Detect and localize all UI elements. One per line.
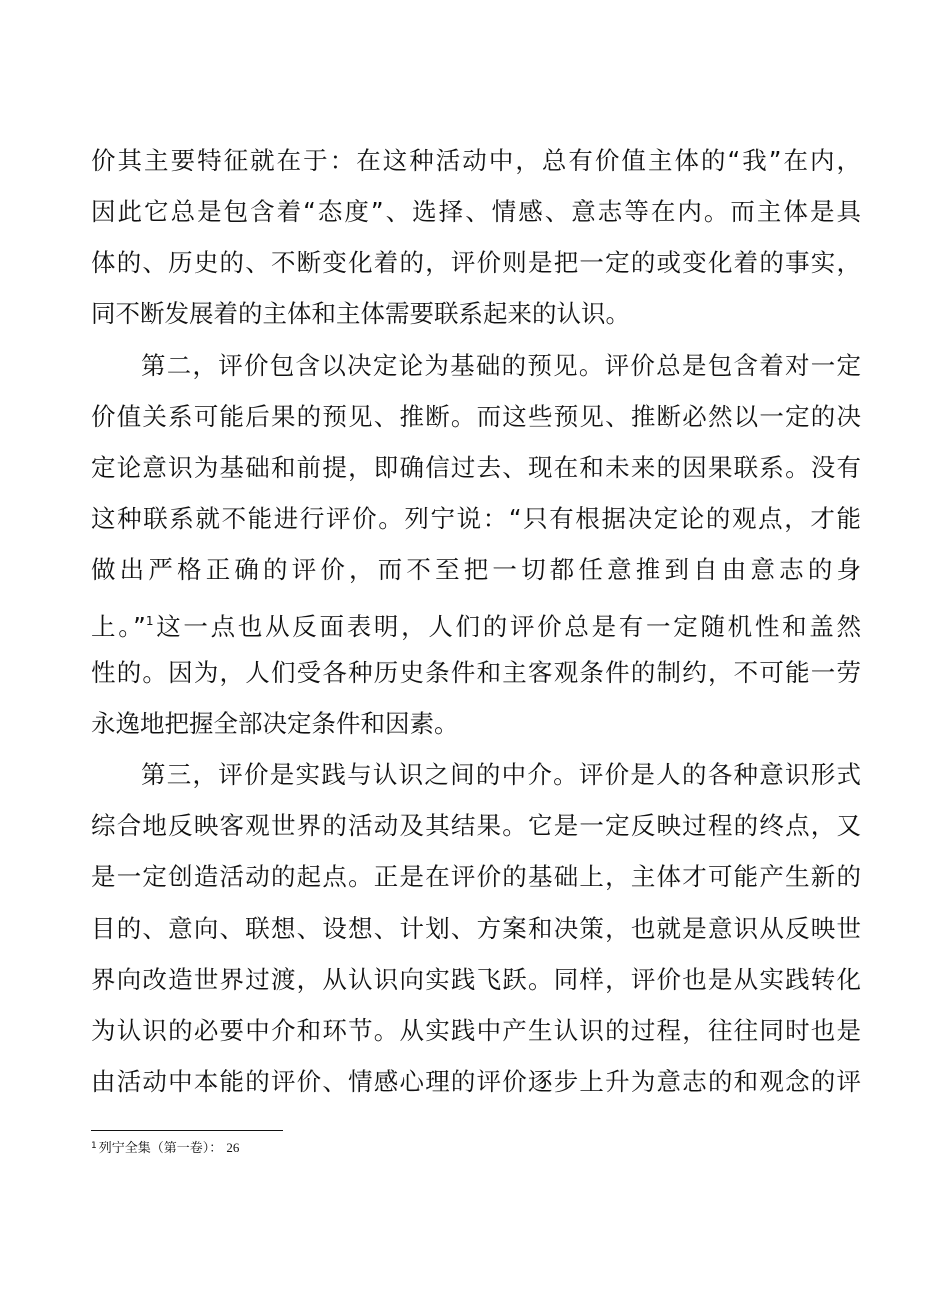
- paragraph-3-line-5: 界向改造世界过渡，从认识向实践飞跃。同样，评价也是从实践转化: [91, 965, 861, 994]
- paragraph-2-line-7: 性的。因为，人们受各种历史条件和主客观条件的制约，不可能一劳: [91, 658, 861, 687]
- footnote-text: 列宁全集（第一卷）：: [98, 1141, 223, 1156]
- paragraph-3-line-3: 是一定创造活动的起点。正是在评价的基础上，主体才可能产生新的: [91, 862, 861, 891]
- paragraph-1-line-4: 同不断发展着的主体和主体需要联系起来的认识。: [91, 299, 630, 328]
- paragraph-1-line-2: 因此它总是包含着“态度”、选择、情感、意志等在内。而主体是具: [91, 197, 861, 226]
- paragraph-2-line-3: 定论意识为基础和前提，即确信过去、现在和未来的因果联系。没有: [91, 453, 861, 482]
- footnote-reference[interactable]: 1: [145, 614, 154, 628]
- paragraph-2-line-8: 永逸地把握全部决定条件和因素。: [91, 709, 459, 738]
- paragraph-2-line-5: 做出严格正确的评价，而不至把一切都任意推到自由意志的身: [91, 555, 861, 584]
- paragraph-1-line-1: 价其主要特征就在于：在这种活动中，总有价值主体的“我”在内，: [91, 146, 861, 175]
- footnote-number: 1: [91, 1141, 97, 1151]
- paragraph-3-line-2: 综合地反映客观世界的活动及其结果。它是一定反映过程的终点，又: [91, 811, 861, 840]
- paragraph-3-line-1: 第三，评价是实践与认识之间的中介。评价是人的各种意识形式: [141, 760, 861, 789]
- footnote-separator: [91, 1130, 283, 1131]
- text-segment: 上。”: [91, 612, 146, 641]
- paragraph-3-line-7: 由活动中本能的评价、情感心理的评价逐步上升为意志的和观念的评: [91, 1067, 861, 1096]
- footnote: [91, 1138, 239, 1157]
- paragraph-2-line-4: 这种联系就不能进行评价。列宁说：“只有根据决定论的观点，才能: [91, 504, 861, 533]
- paragraph-3-line-6: 为认识的必要中介和环节。从实践中产生认识的过程，往往同时也是: [91, 1016, 861, 1045]
- footnote-page-number: 26: [226, 1140, 240, 1155]
- paragraph-2-line-2: 价值关系可能后果的预见、推断。而这些预见、推断必然以一定的决: [91, 402, 861, 431]
- paragraph-2-line-6: [91, 606, 861, 642]
- text-segment: 这一点也从反面表明，人们的评价总是有一定随机性和盖然: [153, 612, 861, 641]
- paragraph-1-line-3: 体的、历史的、不断变化着的，评价则是把一定的或变化着的事实，: [91, 248, 861, 277]
- paragraph-2-line-1: 第二，评价包含以决定论为基础的预见。评价总是包含着对一定: [141, 351, 861, 380]
- paragraph-3-line-4: 目的、意向、联想、设想、计划、方案和决策，也就是意识从反映世: [91, 914, 861, 943]
